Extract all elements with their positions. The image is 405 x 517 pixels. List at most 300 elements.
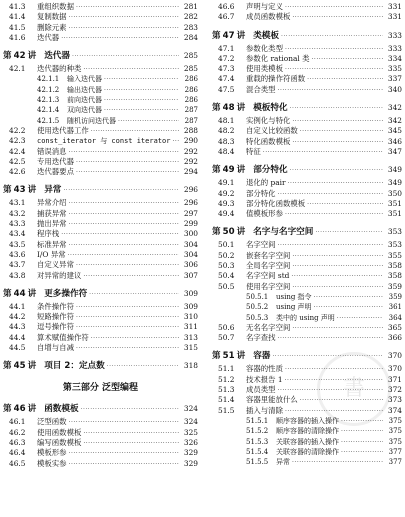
- entry-title: 声明与定义: [246, 2, 283, 11]
- entry-number: 43.8: [9, 270, 26, 280]
- toc-entry[interactable]: [212, 447, 402, 457]
- entry-title: 双向迭代器: [67, 106, 102, 115]
- chapter-prefix: 第: [212, 227, 221, 238]
- entry-title: 特征: [246, 146, 261, 156]
- entry-number: 43.5: [9, 239, 26, 249]
- chapter-title: 模板特化: [253, 103, 288, 114]
- chapter-unit: 讲: [27, 288, 37, 299]
- entry-number: 44.1: [9, 301, 26, 311]
- entry-title: 退化的 pair: [246, 178, 286, 188]
- toc-entry[interactable]: [212, 364, 402, 374]
- entry-page: 287: [184, 106, 198, 115]
- toc-entry[interactable]: [212, 74, 402, 84]
- chapter-title: 项目 2：定点数: [44, 361, 105, 372]
- toc-entry[interactable]: [3, 12, 198, 22]
- entry-page: 345: [387, 126, 402, 136]
- chapter-heading[interactable]: [212, 349, 402, 362]
- toc-entry[interactable]: [212, 323, 402, 333]
- entry-title: 迭代器: [37, 32, 60, 42]
- toc-entry[interactable]: [212, 147, 402, 157]
- toc-entry[interactable]: [212, 178, 402, 188]
- toc-entry[interactable]: [212, 240, 402, 250]
- entry-number: 48.3: [218, 136, 235, 146]
- toc-entry[interactable]: [3, 116, 198, 126]
- toc-entry[interactable]: [3, 229, 198, 239]
- chapter-heading[interactable]: [212, 163, 402, 176]
- dot-leader: [312, 55, 383, 65]
- entry-number: 46.2: [9, 427, 26, 437]
- chapter-label: [212, 350, 245, 363]
- entry-page: 358: [387, 271, 402, 281]
- entry-page: 359: [388, 292, 402, 301]
- toc-entry[interactable]: [212, 251, 402, 261]
- chapter-prefix: 第: [3, 185, 12, 196]
- entry-page: 282: [183, 12, 198, 22]
- chapter-page: 349: [387, 165, 402, 175]
- toc-entry[interactable]: [3, 157, 198, 167]
- entry-number: 42.1.2: [37, 85, 60, 94]
- entry-page: 329: [183, 448, 198, 458]
- entry-number: 42.1.1: [37, 75, 60, 84]
- toc-entry[interactable]: [212, 209, 402, 219]
- entry-number: 50.5.1: [246, 292, 269, 301]
- dot-leader: [300, 127, 383, 137]
- entry-number: 50.6: [218, 322, 235, 332]
- chapter-page: 309: [183, 288, 198, 298]
- chapter-prefix: 第: [212, 351, 221, 362]
- entry-page: 364: [388, 313, 402, 322]
- toc-entry[interactable]: [3, 198, 198, 208]
- entry-number: 51.3: [218, 385, 235, 395]
- toc-entry[interactable]: [212, 302, 402, 312]
- entry-page: 286: [184, 96, 198, 105]
- entry-number: 47.4: [218, 74, 235, 84]
- watermark-seal: 書: [317, 352, 391, 426]
- entry-title: 部分特化: [246, 188, 276, 198]
- dot-leader: [61, 34, 179, 44]
- entry-title: 条件操作符: [37, 301, 74, 311]
- entry-title: 全局名字空间: [246, 261, 291, 271]
- toc-entry[interactable]: [3, 240, 198, 250]
- toc-entry[interactable]: [212, 271, 402, 281]
- chapter-page: 342: [387, 103, 402, 113]
- entry-number: 51.5.3: [246, 437, 269, 446]
- dot-leader: [89, 288, 179, 301]
- entry-page: 315: [183, 343, 198, 353]
- entry-page: 371: [387, 374, 402, 384]
- entry-page: 285: [183, 64, 198, 74]
- entry-page: 283: [183, 22, 198, 32]
- dot-leader: [292, 13, 383, 23]
- entry-page: 296: [183, 198, 198, 208]
- dot-leader: [76, 323, 179, 333]
- dot-leader: [76, 344, 179, 354]
- dot-leader: [61, 230, 179, 240]
- entry-page: 355: [387, 250, 402, 260]
- entry-number: 50.3: [218, 261, 235, 271]
- entry-title: 自增与自减: [37, 343, 74, 353]
- entry-number: 44.5: [9, 343, 26, 353]
- toc-entry[interactable]: [212, 137, 402, 147]
- toc-entry[interactable]: [3, 448, 198, 458]
- entry-page: 313: [183, 332, 198, 342]
- chapter-number: 48: [222, 103, 235, 114]
- toc-entry[interactable]: [3, 459, 198, 469]
- toc-entry[interactable]: [212, 426, 402, 436]
- entry-number: 43.1: [9, 198, 26, 208]
- entry-page: 351: [387, 198, 402, 208]
- chapter-prefix: 第: [212, 30, 221, 41]
- chapter-heading[interactable]: [3, 359, 198, 372]
- entry-page: 361: [388, 303, 402, 312]
- dot-leader: [69, 241, 179, 251]
- entry-title: 混合类型: [246, 84, 276, 94]
- dot-leader: [263, 148, 383, 158]
- entry-title: 短路操作符: [37, 312, 74, 322]
- entry-title: 使用迭代器工作: [37, 125, 89, 135]
- dot-leader: [69, 210, 179, 220]
- dot-leader: [285, 365, 383, 375]
- dot-leader: [69, 418, 179, 428]
- entry-title: 对异常的建议: [37, 270, 82, 280]
- toc-entry[interactable]: [212, 44, 402, 54]
- toc-entry[interactable]: [212, 457, 402, 467]
- toc-entry[interactable]: [3, 23, 198, 33]
- toc-entry[interactable]: [3, 333, 198, 343]
- entry-title: 错误消息: [37, 146, 67, 156]
- toc-entry[interactable]: [3, 312, 198, 322]
- entry-title: 专用迭代器: [37, 156, 74, 166]
- dot-leader: [341, 438, 383, 448]
- toc-entry[interactable]: [212, 282, 402, 292]
- chapter-title: 类模板: [253, 30, 279, 41]
- chapter-page: 353: [387, 227, 402, 237]
- toc-entry[interactable]: [3, 95, 198, 105]
- dot-leader: [107, 360, 179, 373]
- entry-title: 参数化 rational 类: [246, 53, 310, 63]
- entry-page: 358: [387, 261, 402, 271]
- toc-entry[interactable]: [3, 64, 198, 74]
- dot-leader: [172, 137, 179, 147]
- chapter-title: 异常: [44, 185, 62, 196]
- chapter-heading[interactable]: [3, 183, 198, 196]
- toc-entry[interactable]: [3, 250, 198, 260]
- toc-entry[interactable]: [212, 333, 402, 343]
- dot-leader: [69, 460, 179, 470]
- toc-entry[interactable]: [212, 375, 402, 385]
- entry-page: 288: [183, 125, 198, 135]
- entry-number: 47.5: [218, 84, 235, 94]
- dot-leader: [76, 261, 179, 271]
- chapter-prefix: 第: [3, 361, 12, 372]
- dot-leader: [278, 86, 383, 96]
- entry-number: 47.3: [218, 64, 235, 74]
- toc-entry[interactable]: [3, 74, 198, 84]
- entry-title: 使用函数模板: [37, 427, 82, 437]
- entry-number: 48.4: [218, 146, 235, 156]
- dot-leader: [118, 117, 179, 127]
- toc-entry[interactable]: [212, 261, 402, 271]
- entry-page: 359: [387, 281, 402, 291]
- entry-page: 334: [387, 53, 402, 63]
- entry-number: 47.1: [218, 43, 235, 53]
- entry-page: 374: [387, 405, 402, 415]
- toc-entry[interactable]: [3, 271, 198, 281]
- chapter-label: [212, 102, 245, 115]
- entry-title: 部分特化函数模板: [246, 198, 306, 208]
- entry-page: 306: [183, 260, 198, 270]
- chapter-heading[interactable]: [3, 287, 198, 300]
- part-heading: 第三部分 泛型编程: [62, 383, 139, 394]
- toc-entry[interactable]: [3, 105, 198, 115]
- entry-title: 嵌套名字空间: [246, 250, 291, 260]
- entry-page: 326: [183, 437, 198, 447]
- toc-entry[interactable]: [3, 322, 198, 332]
- toc-entry[interactable]: [212, 116, 402, 126]
- toc-entry[interactable]: [212, 2, 402, 12]
- dot-leader: [314, 293, 383, 303]
- chapter-label: [3, 288, 36, 301]
- toc-entry[interactable]: [212, 126, 402, 136]
- entry-page: 375: [388, 437, 402, 446]
- chapter-number: 43: [13, 185, 26, 196]
- chapter-page: 324: [183, 404, 198, 414]
- entry-title: 编写函数模板: [37, 437, 82, 447]
- chapter-number: 42: [13, 51, 26, 62]
- chapter-label: [212, 164, 245, 177]
- entry-number: 42.4: [9, 146, 26, 156]
- entry-page: 351: [387, 209, 402, 219]
- entry-number: 44.3: [9, 322, 26, 332]
- toc-entry[interactable]: [3, 209, 198, 219]
- toc-entry[interactable]: [3, 438, 198, 448]
- dot-leader: [307, 75, 383, 85]
- chapter-prefix: 第: [3, 288, 12, 299]
- dot-leader: [281, 30, 383, 43]
- toc-right-column: [212, 2, 402, 467]
- toc-entry[interactable]: [3, 417, 198, 427]
- entry-number: 49.2: [218, 188, 235, 198]
- toc-entry[interactable]: [212, 385, 402, 395]
- entry-number: 47.2: [218, 53, 235, 63]
- chapter-unit: 讲: [27, 404, 37, 415]
- dot-leader: [69, 449, 179, 459]
- entry-title: 自定义异常: [37, 260, 74, 270]
- entry-title: 关联容器的插入操作: [276, 437, 339, 446]
- entry-number: 46.7: [218, 12, 235, 22]
- entry-title: 名字查找: [246, 333, 276, 343]
- chapter-title: 更多操作符: [44, 288, 88, 299]
- toc-entry[interactable]: [212, 85, 402, 95]
- toc-entry[interactable]: [212, 437, 402, 447]
- entry-title: 顺序容器的清除操作: [276, 427, 339, 436]
- dot-leader: [69, 220, 179, 230]
- entry-title: 标准异常: [37, 239, 67, 249]
- entry-title: 程序栈: [37, 229, 60, 239]
- toc-entry[interactable]: [3, 428, 198, 438]
- entry-number: 50.5: [218, 281, 235, 291]
- entry-page: 325: [183, 427, 198, 437]
- entry-number: 48.2: [218, 126, 235, 136]
- toc-entry[interactable]: [3, 219, 198, 229]
- toc-entry[interactable]: [3, 302, 198, 312]
- dot-leader: [76, 313, 179, 323]
- toc-entry[interactable]: [3, 2, 198, 12]
- entry-number: 51.2: [218, 374, 235, 384]
- chapter-page: 333: [387, 30, 402, 40]
- entry-title: 随机访问迭代器: [67, 116, 116, 125]
- chapter-unit: 讲: [236, 351, 246, 362]
- entry-page: 353: [387, 240, 402, 250]
- chapter-heading[interactable]: [3, 49, 198, 62]
- chapter-unit: 讲: [27, 185, 37, 196]
- chapter-label: [212, 226, 245, 239]
- chapter-heading[interactable]: [212, 29, 402, 42]
- entry-number: 51.5.1: [246, 416, 269, 425]
- entry-page: 299: [183, 219, 198, 229]
- chapter-number: 46: [13, 404, 26, 415]
- entry-number: 50.7: [218, 333, 235, 343]
- dot-leader: [63, 184, 179, 197]
- toc-entry[interactable]: [212, 416, 402, 426]
- chapter-number: 51: [222, 351, 235, 362]
- toc-entry[interactable]: [212, 189, 402, 199]
- dot-leader: [69, 24, 179, 34]
- entry-number: 42.2: [9, 125, 26, 135]
- entry-title: 重载的操作符函数: [246, 74, 306, 84]
- toc-entry[interactable]: [3, 343, 198, 353]
- entry-number: 43.6: [9, 249, 26, 259]
- entry-page: 292: [183, 146, 198, 156]
- entry-page: 297: [183, 208, 198, 218]
- entry-number: 50.5.3: [246, 313, 269, 322]
- entry-page: 331: [387, 12, 402, 22]
- entry-title: 前向迭代器: [67, 96, 102, 105]
- dot-leader: [76, 303, 179, 313]
- entry-number: 46.3: [9, 437, 26, 447]
- chapter-heading[interactable]: [3, 402, 198, 415]
- dot-leader: [288, 179, 383, 189]
- entry-number: 51.5.4: [246, 447, 269, 456]
- entry-title: 复制数据: [37, 12, 67, 22]
- entry-title: 算术赋值操作符: [37, 332, 89, 342]
- entry-number: 50.5.2: [246, 303, 269, 312]
- chapter-label: [212, 30, 245, 43]
- entry-number: 49.3: [218, 198, 235, 208]
- chapter-unit: 讲: [27, 361, 37, 372]
- entry-number: 42.1.3: [37, 96, 60, 105]
- toc-entry[interactable]: [3, 33, 198, 43]
- entry-page: 370: [387, 364, 402, 374]
- chapter-unit: 讲: [236, 30, 246, 41]
- entry-title: const_iterator 与 const iterator: [37, 137, 171, 146]
- dot-leader: [292, 262, 383, 272]
- dot-leader: [83, 429, 179, 439]
- dot-leader: [72, 50, 179, 63]
- chapter-prefix: 第: [212, 165, 221, 176]
- chapter-number: 49: [222, 165, 235, 176]
- toc-left-column: [3, 2, 198, 469]
- entry-page: 366: [387, 333, 402, 343]
- entry-page: 311: [183, 322, 198, 332]
- toc-entry[interactable]: [3, 167, 198, 177]
- toc-entry[interactable]: [212, 64, 402, 74]
- toc-entry[interactable]: [212, 313, 402, 323]
- dot-leader: [285, 210, 383, 220]
- entry-page: 290: [183, 136, 198, 146]
- entry-number: 43.2: [9, 208, 26, 218]
- chapter-label: [3, 360, 36, 373]
- entry-title: 模板形参: [37, 448, 67, 458]
- entry-page: 307: [183, 270, 198, 280]
- entry-number: 49.4: [218, 209, 235, 219]
- entry-number: 43.7: [9, 260, 26, 270]
- chapter-prefix: 第: [3, 404, 12, 415]
- dot-leader: [104, 86, 179, 96]
- entry-title: 名字空间: [246, 240, 276, 250]
- toc-entry[interactable]: [212, 406, 402, 416]
- chapter-number: 45: [13, 361, 26, 372]
- entry-title: 删除元素: [37, 22, 67, 32]
- toc-entry[interactable]: [212, 292, 402, 302]
- toc-entry[interactable]: [3, 136, 198, 146]
- entry-number: 43.4: [9, 229, 26, 239]
- entry-page: 337: [387, 74, 402, 84]
- entry-page: 286: [184, 75, 198, 84]
- entry-page: 375: [388, 416, 402, 425]
- chapter-page: 318: [183, 361, 198, 371]
- entry-title: 输入迭代器: [67, 75, 102, 84]
- entry-page: 300: [183, 229, 198, 239]
- toc-entry[interactable]: [3, 126, 198, 136]
- entry-page: 286: [184, 85, 198, 94]
- dot-leader: [292, 252, 383, 262]
- toc-entry[interactable]: [212, 395, 402, 405]
- dot-leader: [337, 314, 383, 324]
- entry-number: 51.5: [218, 405, 235, 415]
- dot-leader: [272, 350, 383, 363]
- entry-number: 49.1: [218, 178, 235, 188]
- toc-entry[interactable]: [3, 85, 198, 95]
- entry-page: 342: [387, 116, 402, 126]
- chapter-heading[interactable]: [212, 101, 402, 114]
- toc-entry[interactable]: [212, 54, 402, 64]
- entry-number: 46.5: [9, 458, 26, 468]
- entry-title: 捕获异常: [37, 208, 67, 218]
- entry-page: 365: [387, 322, 402, 332]
- dot-leader: [292, 458, 383, 468]
- chapter-heading[interactable]: [212, 225, 402, 238]
- entry-title: using 指令: [276, 292, 312, 301]
- entry-page: 292: [183, 156, 198, 166]
- entry-title: 成员函数模板: [246, 12, 291, 22]
- entry-title: 特化函数模板: [246, 136, 291, 146]
- entry-title: 逗号操作符: [37, 322, 74, 332]
- dot-leader: [83, 439, 179, 449]
- chapter-label: [3, 403, 36, 416]
- chapter-unit: 讲: [27, 51, 37, 62]
- chapter-title: 函数模板: [44, 404, 79, 415]
- entry-number: 51.5.2: [246, 427, 269, 436]
- toc-entry[interactable]: [212, 12, 402, 22]
- entry-title: 关联容器的清除操作: [276, 447, 339, 456]
- entry-title: 抛出异常: [37, 219, 67, 229]
- chapter-number: 50: [222, 227, 235, 238]
- toc-entry[interactable]: [3, 147, 198, 157]
- toc-entry[interactable]: [3, 260, 198, 270]
- dot-leader: [91, 334, 179, 344]
- toc-entry[interactable]: [212, 199, 402, 209]
